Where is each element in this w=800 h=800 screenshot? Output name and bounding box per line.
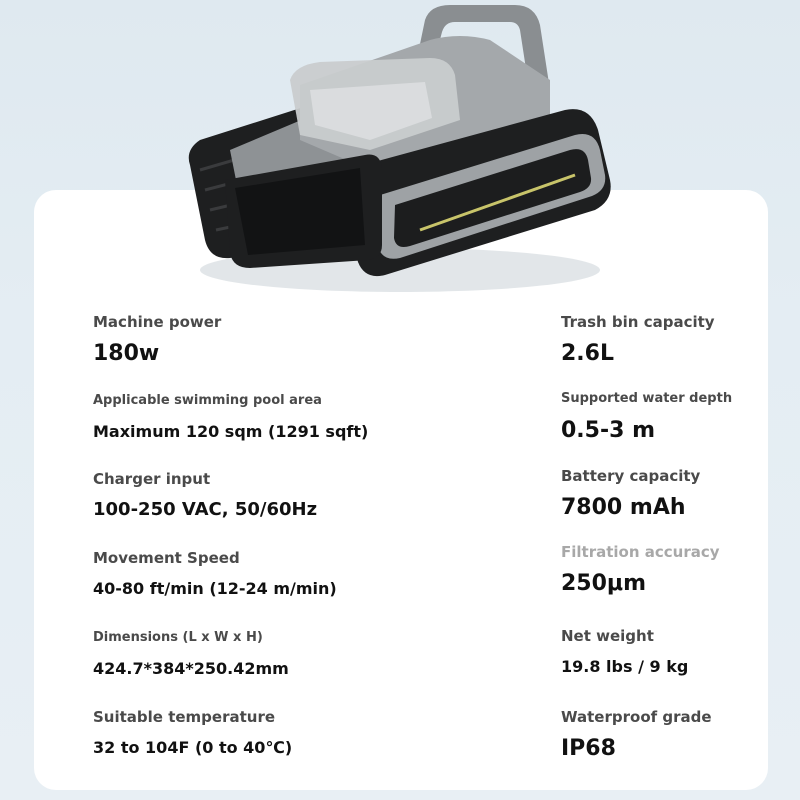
spec-value: 0.5-3 m: [561, 418, 655, 443]
spec-value: 100-250 VAC, 50/60Hz: [93, 499, 318, 520]
spec-value: 2.6L: [561, 341, 614, 366]
spec-net-weight: [561, 627, 688, 679]
spec-value: 32 to 104F (0 to 40℃): [93, 738, 293, 757]
spec-battery: [561, 467, 700, 521]
spec-label: Applicable swimming pool area: [93, 393, 322, 408]
spec-value: 7800 mAh: [561, 495, 686, 520]
spec-waterproof: [561, 708, 712, 762]
spec-label: Supported water depth: [561, 391, 733, 406]
spec-label: Trash bin capacity: [561, 313, 715, 331]
spec-value: 250μm: [561, 571, 647, 596]
spec-value: Maximum 120 sqm (1291 sqft): [93, 422, 369, 441]
spec-label: Net weight: [561, 627, 654, 645]
spec-movement-speed: [93, 549, 337, 601]
spec-label: Machine power: [93, 313, 222, 331]
spec-label: Charger input: [93, 470, 211, 488]
spec-filtration: [561, 543, 720, 597]
spec-label: Dimensions (L x W x H): [93, 630, 263, 645]
spec-charger-input: [93, 470, 317, 522]
spec-label: Movement Speed: [93, 549, 240, 567]
spec-pool-area: [93, 392, 368, 444]
spec-value: 424.7*384*250.42mm: [93, 659, 289, 678]
spec-trash-bin: [561, 313, 715, 367]
spec-label: Battery capacity: [561, 467, 701, 485]
spec-label: Filtration accuracy: [561, 543, 720, 561]
spec-value: IP68: [561, 736, 616, 761]
spec-temperature: [93, 708, 292, 760]
pool-robot-image: [170, 0, 630, 300]
spec-label: Suitable temperature: [93, 708, 276, 726]
spec-machine-power: [93, 313, 221, 367]
spec-dimensions: [93, 629, 289, 681]
spec-water-depth: [561, 390, 732, 444]
spec-label: Waterproof grade: [561, 708, 712, 726]
spec-value: 19.8 lbs / 9 kg: [561, 657, 689, 676]
spec-value: 40-80 ft/min (12-24 m/min): [93, 579, 337, 598]
spec-value: 180w: [93, 341, 160, 366]
